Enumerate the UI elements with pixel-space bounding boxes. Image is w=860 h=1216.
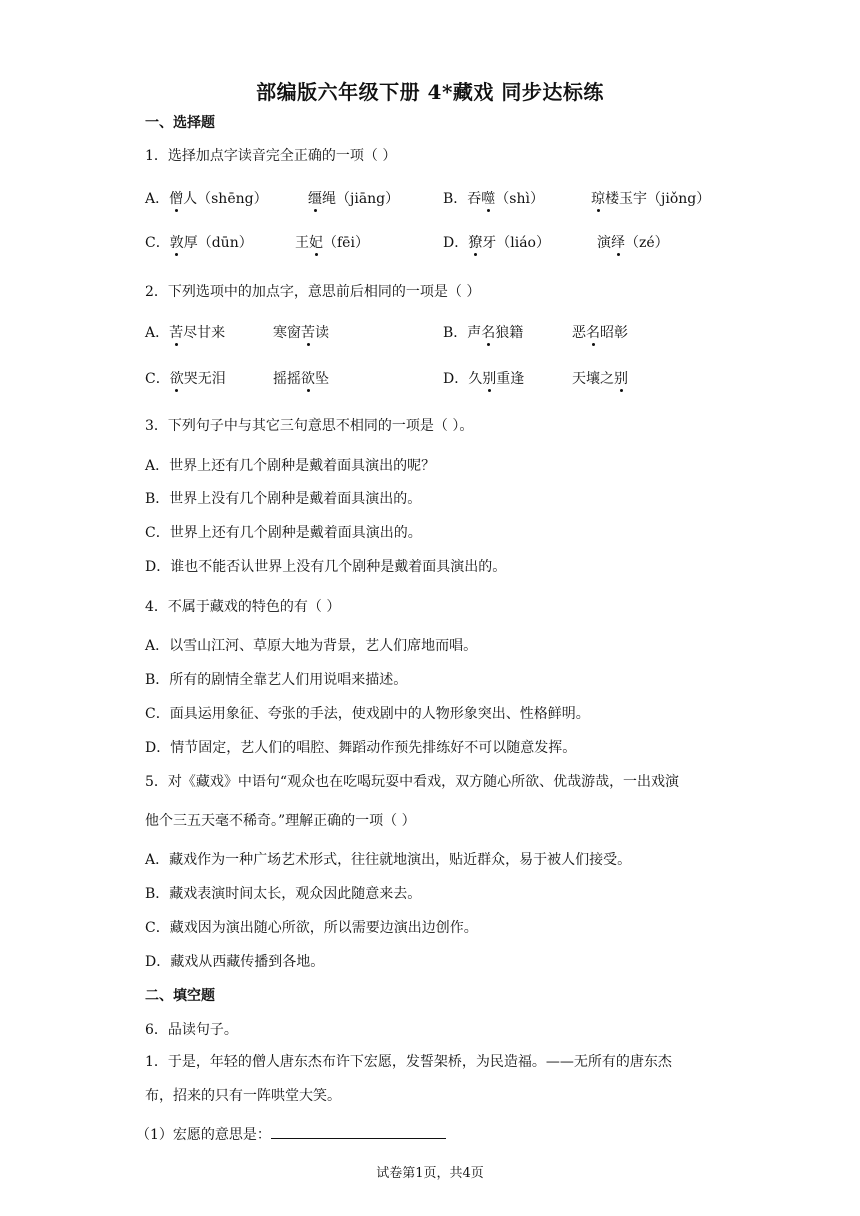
option-c-word-1: C．敦厚（dūn）	[145, 235, 253, 251]
question-5-option-c: C．藏戏因为演出随心所欲，所以需要边演出边创作。	[145, 920, 478, 936]
page-footer: 试卷第1页，共4页	[376, 1166, 484, 1181]
answer-blank[interactable]	[271, 1124, 446, 1139]
option-b-word-1: B．吞噬（shì）	[443, 191, 544, 207]
option-b-word-2: 恶名昭彰	[572, 325, 628, 341]
page-title: 部编版六年级下册 4*藏戏 同步达标练	[256, 80, 604, 104]
option-a-word-1: A．苦尽甘来	[145, 325, 226, 341]
section-heading-fill: 二、填空题	[145, 988, 215, 1004]
question-1-stem: 1．选择加点字读音完全正确的一项（ ）	[145, 148, 397, 164]
question-3-option-d: D．谁也不能否认世界上没有几个剧种是戴着面具演出的。	[145, 559, 507, 575]
question-5-stem-line-2: 他个三五天毫不稀奇。”理解正确的一项（ ）	[145, 813, 416, 829]
question-5-option-a: A．藏戏作为一种广场艺术形式，往往就地演出，贴近群众，易于被人们接受。	[145, 852, 632, 868]
question-4-option-c: C．面具运用象征、夸张的手法，使戏剧中的人物形象突出、性格鲜明。	[145, 706, 590, 722]
option-d-word-2: 演绎（zé）	[597, 235, 669, 251]
question-4-option-d: D．情节固定，艺人们的唱腔、舞蹈动作预先排练好不可以随意发挥。	[145, 740, 577, 756]
question-5-option-b: B．藏戏表演时间太长，观众因此随意来去。	[145, 886, 422, 902]
option-d-word-1: D．久别重逢	[443, 371, 525, 387]
option-a-word-2: 寒窗苦读	[273, 325, 329, 341]
question-3-stem: 3．下列句子中与其它三句意思不相同的一项是（ ）。	[145, 418, 474, 434]
question-3-option-a: A．世界上还有几个剧种是戴着面具演出的呢？	[145, 458, 436, 474]
option-a-word-1: A．僧人（shēng）	[145, 191, 268, 207]
question-3-option-c: C．世界上还有几个剧种是戴着面具演出的。	[145, 525, 422, 541]
question-6-passage-line-1: 1．于是，年轻的僧人唐东杰布许下宏愿，发誓架桥，为民造福。——无所有的唐东杰	[145, 1054, 672, 1070]
question-5-stem-line-1: 5．对《藏戏》中语句“观众也在吃喝玩耍中看戏，双方随心所欲、优哉游哉，一出戏演	[145, 774, 680, 790]
option-d-word-1: D．獠牙（liáo）	[443, 235, 550, 251]
option-a-word-2: 缰绳（jiāng）	[308, 191, 400, 207]
question-4-option-b: B．所有的剧情全靠艺人们用说唱来描述。	[145, 672, 408, 688]
option-d-word-2: 天壤之别	[572, 371, 628, 387]
question-3-option-b: B．世界上没有几个剧种是戴着面具演出的。	[145, 491, 422, 507]
option-c-word-1: C．欲哭无泪	[145, 371, 226, 387]
question-4-option-a: A．以雪山江河、草原大地为背景，艺人们席地而唱。	[145, 638, 478, 654]
question-5-option-d: D．藏戏从西藏传播到各地。	[145, 954, 325, 970]
sub-question-label: （1）宏愿的意思是：	[136, 1127, 271, 1143]
option-b-word-2: 琼楼玉宇（jiǒng）	[591, 191, 711, 207]
section-heading-choice: 一、选择题	[145, 115, 215, 131]
question-6-sub-1	[136, 1124, 446, 1144]
option-c-word-2: 摇摇欲坠	[273, 371, 329, 387]
question-2-stem: 2．下列选项中的加点字，意思前后相同的一项是（ ）	[145, 284, 481, 300]
question-6-passage-line-2: 布，招来的只有一阵哄堂大笑。	[145, 1088, 341, 1104]
question-6-stem: 6．品读句子。	[145, 1022, 238, 1038]
question-4-stem: 4．不属于藏戏的特色的有（ ）	[145, 599, 341, 615]
option-b-word-1: B．声名狼籍	[443, 325, 524, 341]
option-c-word-2: 王妃（fēi）	[295, 235, 369, 251]
